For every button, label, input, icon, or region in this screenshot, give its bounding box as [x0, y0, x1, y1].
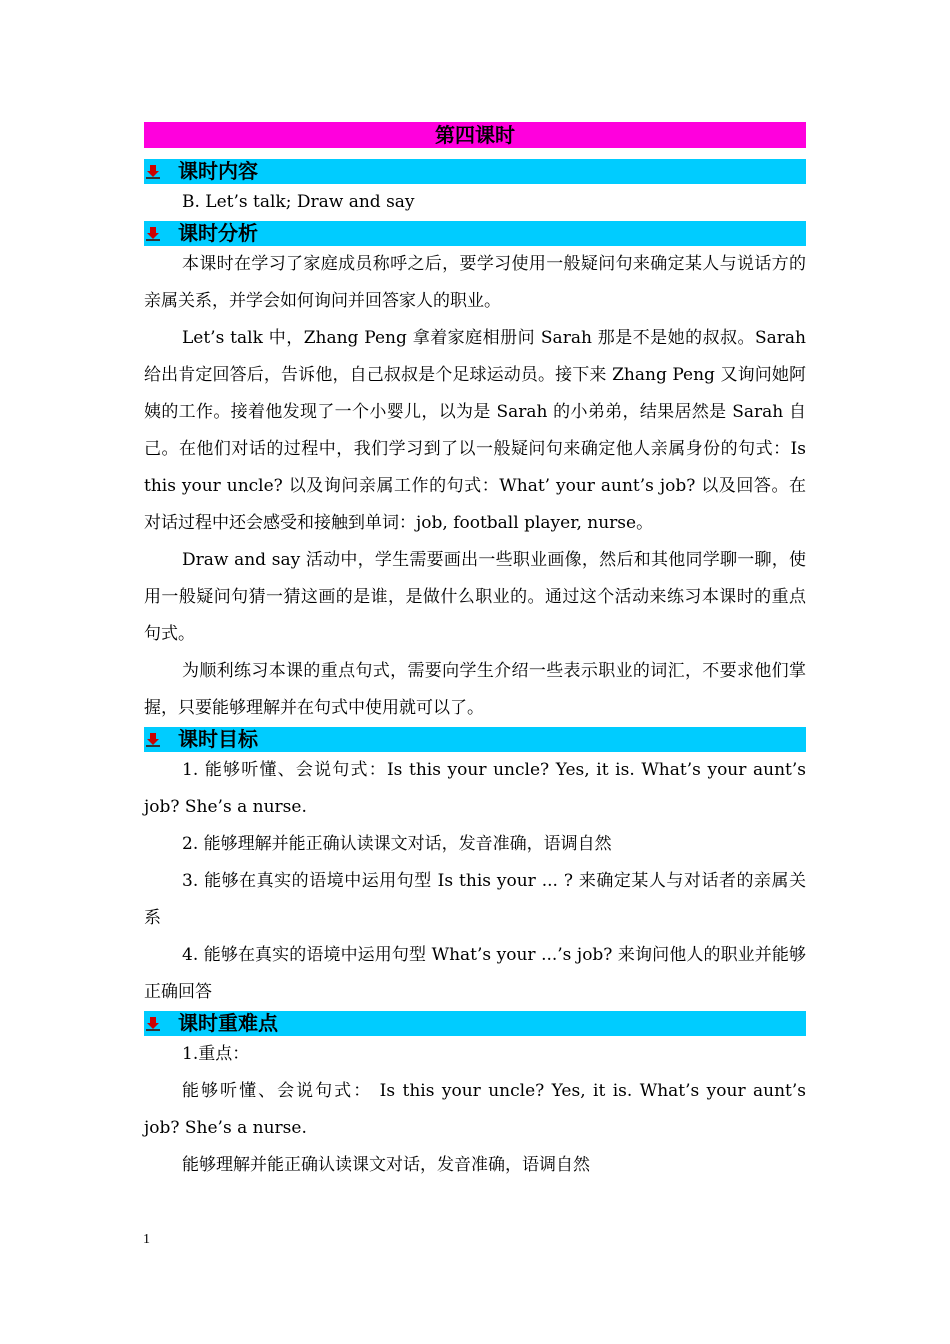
paragraph: 4. 能够在真实的语境中运用句型 What’s your ...’s job? 来询问他人的职业并能够正确回答	[144, 945, 806, 1002]
document-body	[144, 122, 806, 1184]
page-number: 1	[143, 1232, 150, 1247]
download-arrow-icon	[146, 1017, 160, 1031]
paragraph: B. Let’s talk; Draw and say	[182, 192, 415, 212]
paragraph: Draw and say 活动中，学生需要画出一些职业画像，然后和其他同学聊一聊，使用一般疑问句猜一猜这画的是谁，是做什么职业的。通过这个活动来练习本课时的重点句式。	[144, 550, 806, 644]
paragraph: 能够理解并能正确认读课文对话，发音准确，语调自然	[182, 1155, 590, 1175]
section-heading-content	[144, 159, 806, 184]
paragraph: 本课时在学习了家庭成员称呼之后，要学习使用一般疑问句来确定某人与说话方的亲属关系，并学会如何询问并回答家人的职业。	[144, 254, 806, 311]
paragraph: 为顺利练习本课的重点句式，需要向学生介绍一些表示职业的词汇，不要求他们掌握，只要能够理解并在句式中使用就可以了。	[144, 661, 806, 718]
paragraph: 3. 能够在真实的语境中运用句型 Is this your ... ? 来确定某人与对话者的亲属关系	[144, 871, 806, 928]
section-heading-label: 课时分析	[178, 221, 258, 245]
paragraph: Let’s talk 中，Zhang Peng 拿着家庭相册问 Sarah 那是不是她的叔叔。Sarah 给出肯定回答后，告诉他，自己叔叔是个足球运动员。接下来 Zhang Peng 又询问她阿姨的工作。接着他发现了一个小婴儿，以为是 Sarah 的小弟弟，结果居然是 Sarah 自己。在他们对话的过程中，我们学习到了以一般疑问句来确定他人亲属身份的句式：Is this your uncle? 以及询问亲属工作的句式：What’ your aunt’s job? 以及回答。在对话过程中还会感受和接触到单词：job, football player, nurse。	[144, 328, 806, 533]
section-heading-analysis	[144, 221, 806, 246]
section-heading-label: 课时目标	[178, 727, 258, 751]
section-heading-label: 课时重难点	[178, 1011, 278, 1035]
download-arrow-icon	[146, 227, 160, 241]
lesson-title: 第四课时	[144, 122, 806, 148]
paragraph: 能够听懂、会说句式： Is this your uncle? Yes, it is. What’s your aunt’s job? She’s a nurse.	[144, 1081, 806, 1138]
download-arrow-icon	[146, 165, 160, 179]
section-heading-goals	[144, 727, 806, 752]
section-heading-label: 课时内容	[178, 159, 258, 183]
paragraph: 2. 能够理解并能正确认读课文对话，发音准确，语调自然	[182, 834, 612, 854]
section-heading-key-points	[144, 1011, 806, 1036]
paragraph: 1.重点：	[182, 1044, 250, 1064]
download-arrow-icon	[146, 733, 160, 747]
paragraph: 1. 能够听懂、会说句式：Is this your uncle? Yes, it is. What’s your aunt’s job? She’s a nurse.	[144, 760, 806, 817]
